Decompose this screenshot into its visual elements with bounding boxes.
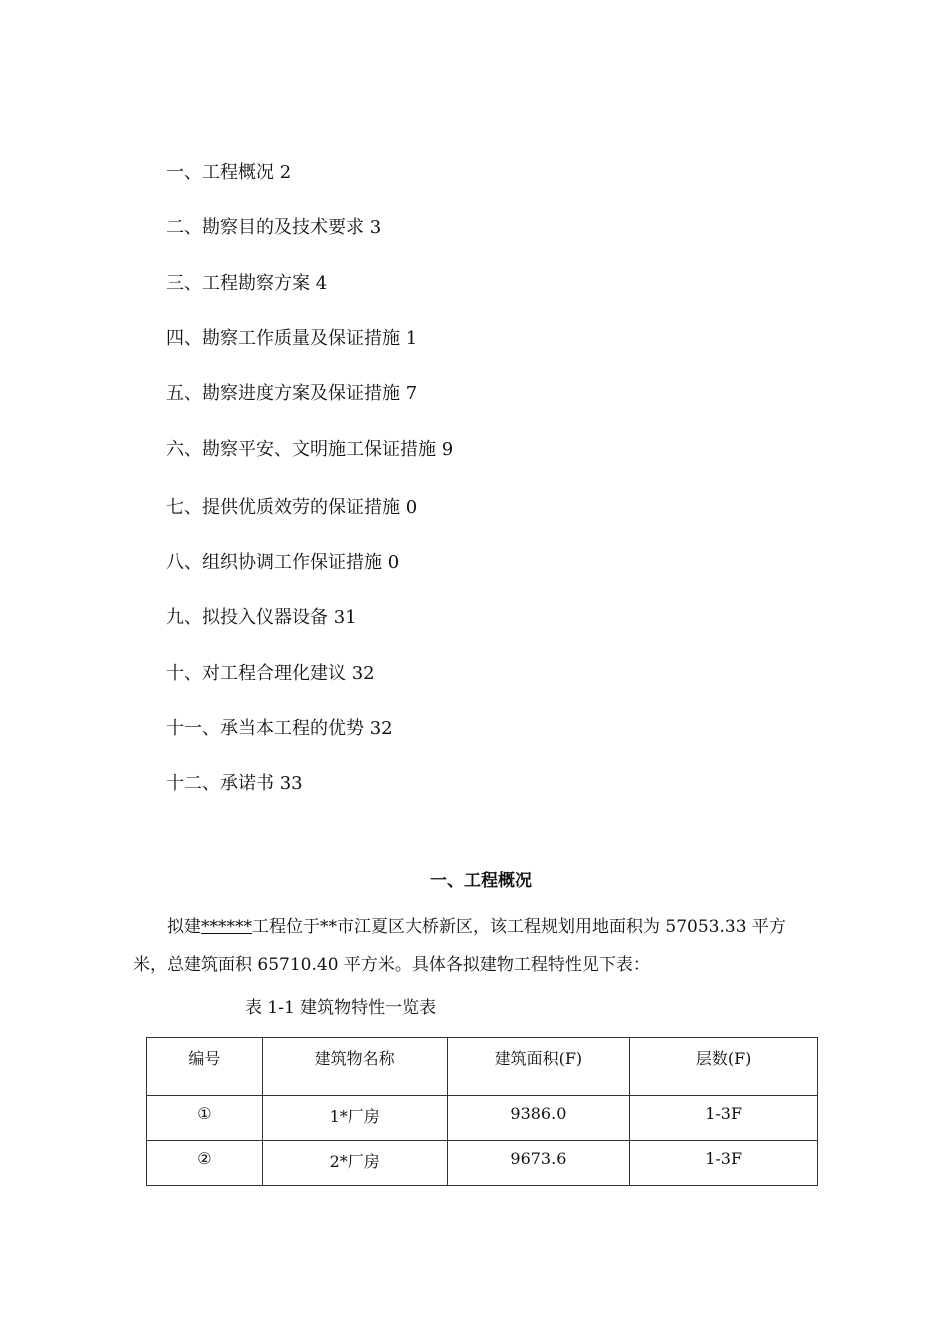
header-cell: 建筑物名称 — [262, 1038, 447, 1096]
table-row — [147, 1141, 818, 1186]
masked-project-name: ****** — [201, 917, 252, 937]
toc-item[interactable]: 二、勘察目的及技术要求 3 — [166, 217, 382, 238]
table-row — [147, 1096, 818, 1141]
header-cell: 层数(F) — [630, 1038, 818, 1096]
toc-item[interactable]: 九、拟投入仪器设备 31 — [166, 607, 357, 628]
toc-item[interactable]: 十一、承当本工程的优势 32 — [166, 718, 393, 739]
toc-item[interactable]: 一、工程概况 2 — [166, 162, 292, 183]
toc-item[interactable]: 七、提供优质效劳的保证措施 0 — [166, 497, 418, 518]
table-cell: 1-3F — [630, 1096, 818, 1141]
header-cell: 编号 — [147, 1038, 263, 1096]
paragraph-start: 拟建 — [167, 917, 201, 937]
table-header-row — [147, 1038, 818, 1096]
table-cell: 2*厂房 — [262, 1141, 447, 1186]
table-cell: ① — [147, 1096, 263, 1141]
toc-item[interactable]: 十二、承诺书 33 — [166, 773, 303, 794]
toc-item[interactable]: 八、组织协调工作保证措施 0 — [166, 552, 400, 573]
overview-paragraph — [133, 908, 793, 984]
header-cell: 建筑面积(F) — [447, 1038, 630, 1096]
table-cell: 9673.6 — [447, 1141, 630, 1186]
building-table — [146, 1037, 818, 1186]
toc-item[interactable]: 五、勘察进度方案及保证措施 7 — [166, 383, 418, 404]
toc-item[interactable]: 六、勘察平安、文明施工保证措施 9 — [166, 439, 454, 460]
table-cell: ② — [147, 1141, 263, 1186]
table-cell: 1*厂房 — [262, 1096, 447, 1141]
table-caption: 表 1-1 建筑物特性一览表 — [245, 998, 437, 1018]
paragraph-rest: 工程位于**市江夏区大桥新区，该工程规划用地面积为 57053.33 平方米，总建筑面积 65710.40 平方米。具体各拟建物工程特性见下表： — [133, 917, 786, 975]
table-cell: 9386.0 — [447, 1096, 630, 1141]
toc-item[interactable]: 三、工程勘察方案 4 — [166, 273, 328, 294]
toc-item[interactable]: 十、对工程合理化建议 32 — [166, 663, 375, 684]
toc-item[interactable]: 四、勘察工作质量及保证措施 1 — [166, 328, 418, 349]
table-cell: 1-3F — [630, 1141, 818, 1186]
section-title: 一、工程概况 — [430, 871, 532, 891]
